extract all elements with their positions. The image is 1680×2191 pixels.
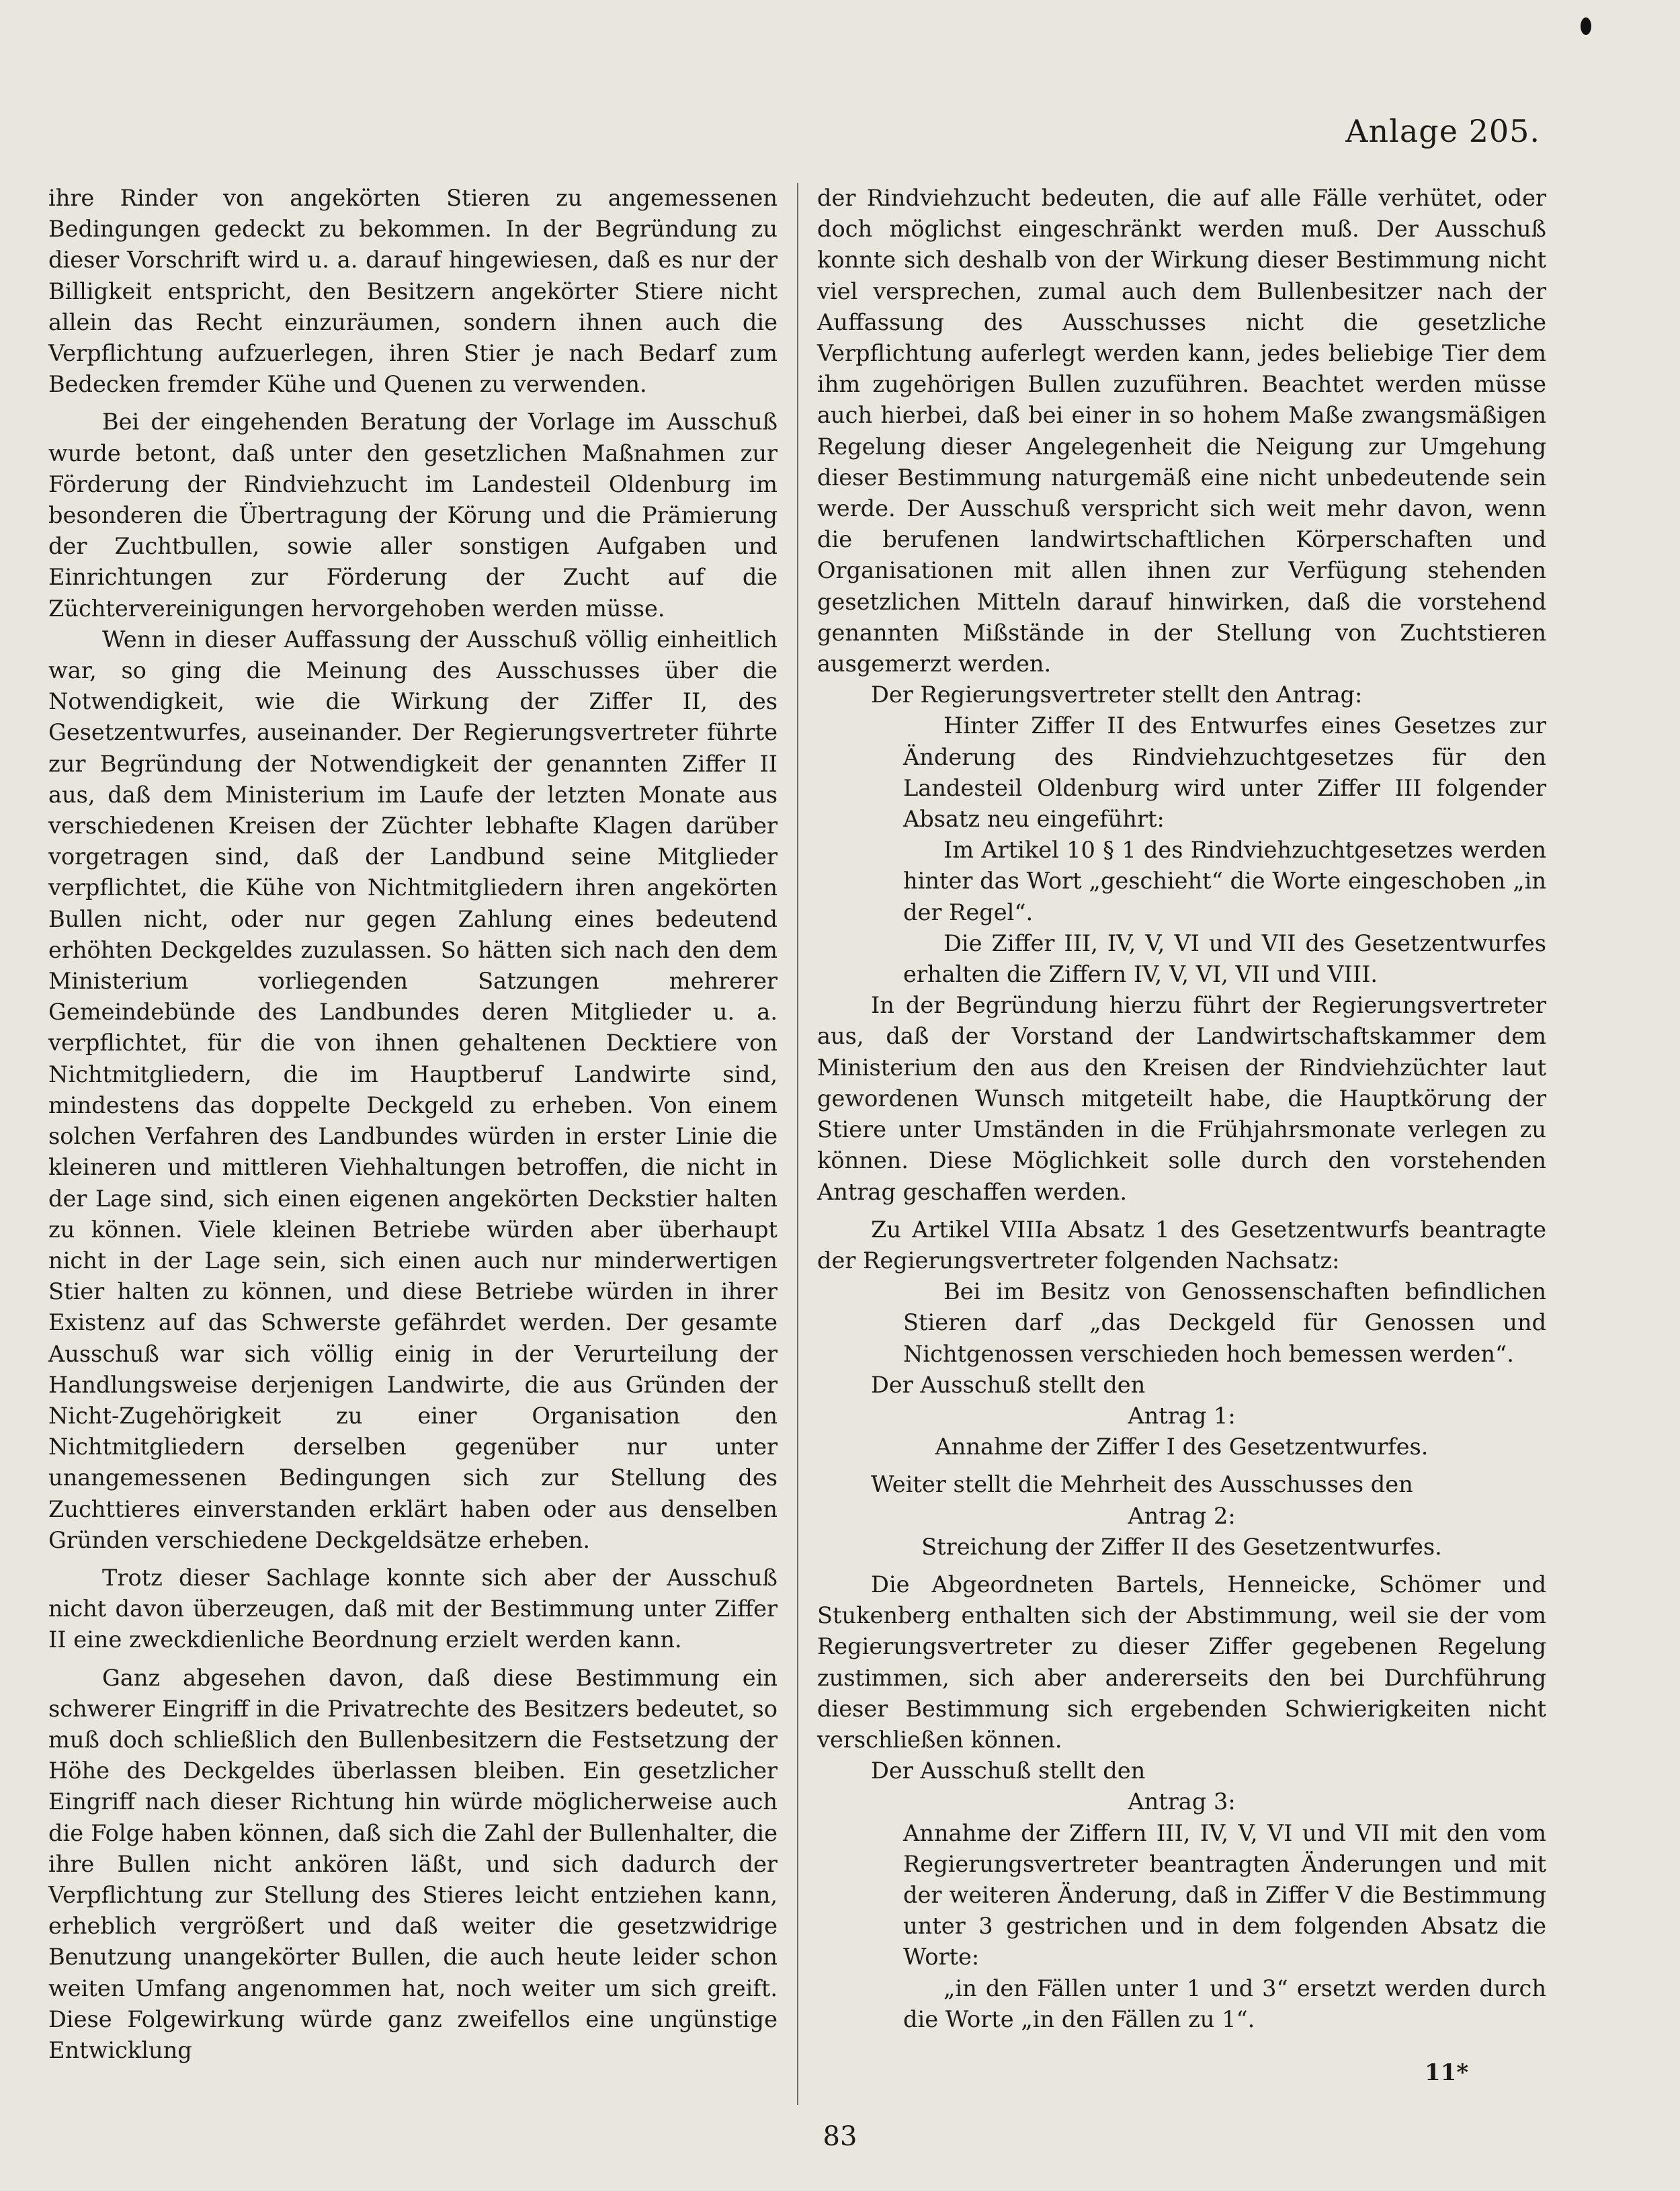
- column-divider: [797, 183, 798, 2105]
- paragraph: Zu Artikel VIIIa Absatz 1 des Gesetzentwurfs beantragte der Regierungsvertreter folgenden Nachsatz:: [817, 1216, 1546, 1274]
- paragraph: Annahme der Ziffer I des Gesetzentwurfes.: [935, 1434, 1429, 1460]
- signature-mark: 11*: [1425, 2059, 1469, 2086]
- paragraph: Trotz dieser Sachlage konnte sich aber der Ausschuß nicht davon überzeugen, daß mit der Bestimmung unter Ziffer II eine zweckdienliche Beordnung erzielt werden kann.: [48, 1564, 778, 1653]
- paragraph: Ganz abgesehen davon, daß diese Bestimmung ein schwerer Eingriff in die Privatrechte des Besitzers bedeutet, so muß doch schließlich den Bullenbesitzern die Festsetzung der Höhe des Deckgeldes überlassen bleiben. Ein gesetzlicher Eingriff nach dieser Richtung hin würde möglicherweise auch die Folge haben können, daß sich die Zahl der Bullenhalter, die ihre Bullen nicht ankören läßt, und sich dadurch der Verpflichtung zur Stellung des Stieres leicht entziehen kann, erheblich vergrößert und daß weiter die gesetzwidrige Benutzung unangekörter Bullen, die auch heute leider schon weiten Umfang angenommen hat, noch weiter um sich greift. Diese Folgewirkung würde ganz zweifellos eine ungünstige Entwicklung: [48, 1664, 778, 2063]
- paragraph: Bei der eingehenden Beratung der Vorlage im Ausschuß wurde betont, daß unter den gesetzlichen Maßnahmen zur Förderung der Rindviehzucht im Landesteil Oldenburg im besonderen die Übertragung der Körung und die Prämierung der Zuchtbullen, sowie aller sonstigen Aufgaben und Einrichtungen zur Förderung der Zucht auf die Züchtervereinigungen hervorgehoben werden müsse.: [48, 409, 778, 622]
- paragraph: Im Artikel 10 § 1 des Rindviehzuchtgesetzes werden hinter das Wort „geschieht“ die Worte eingeschoben „in der Regel“.: [903, 837, 1546, 925]
- paragraph: Antrag 2:: [1128, 1502, 1236, 1529]
- ink-dot: [1581, 17, 1591, 35]
- paragraph: In der Begründung hierzu führt der Regierungsvertreter aus, daß der Vorstand der Landwirtschaftskammer dem Ministerium den aus den Kreisen der Rindviehzüchter laut gewordenen Wunsch mitgeteilt habe, die Hauptkörung der Stiere unter Umständen in die Frühjahrsmonate verlegen zu können. Diese Möglichkeit solle durch den vorstehenden Antrag geschaffen werden.: [817, 992, 1546, 1205]
- paragraph: der Rindviehzucht bedeuten, die auf alle Fälle verhütet, oder doch möglichst eingeschränkt werden muß. Der Ausschuß konnte sich deshalb von der Wirkung dieser Bestimmung nicht viel versprechen, zumal auch dem Bullenbesitzer nach der Auffassung des Ausschusses nicht die gesetzliche Verpflichtung auferlegt werden kann, jedes beliebige Tier dem ihm zugehörigen Bullen zuzuführen. Beachtet werden müsse auch hierbei, daß bei einer in so hohem Maße zwangsmäßigen Regelung dieser Angelegenheit die Neigung zur Umgehung dieser Bestimmung naturgemäß eine nicht unbedeutende sein werde. Der Ausschuß verspricht sich weit mehr davon, wenn die berufenen landwirtschaftlichen Körperschaften und Organisationen mit allen ihnen zur Verfügung stehenden gesetzlichen Mitteln darauf hinwirken, daß die vorstehend genannten Mißstände in der Stellung von Zuchtstieren ausgemerzt werden.: [817, 185, 1546, 677]
- paragraph: Streichung der Ziffer II des Gesetzentwurfes.: [921, 1533, 1442, 1560]
- paragraph: Antrag 3:: [1128, 1788, 1236, 1815]
- paragraph: Der Ausschuß stellt den: [871, 1371, 1146, 1398]
- paragraph: Die Abgeordneten Bartels, Henneicke, Schömer und Stukenberg enthalten sich der Abstimmung, weil sie der vom Regierungsvertreter zu dieser Ziffer gegebenen Regelung zustimmen, sich aber andererseits den bei Durchführung dieser Bestimmung sich ergebenden Schwierigkeiten nicht verschließen können.: [817, 1571, 1546, 1753]
- paragraph: Hinter Ziffer II des Entwurfes eines Gesetzes zur Änderung des Rindviehzuchtgesetzes für den Landesteil Oldenburg wird unter Ziffer III folgender Absatz neu eingeführt:: [903, 712, 1546, 833]
- paragraph: Bei im Besitz von Genossenschaften befindlichen Stieren darf „das Deckgeld für Genossen und Nichtgenossen verschieden hoch bemessen werden“.: [903, 1278, 1546, 1367]
- page-number: 83: [823, 2121, 857, 2152]
- paragraph: Die Ziffer III, IV, V, VI und VII des Gesetzentwurfes erhalten die Ziffern IV, V, VI, VII und VIII.: [903, 929, 1546, 988]
- paragraph: Der Ausschuß stellt den: [871, 1758, 1146, 1784]
- paragraph: Wenn in dieser Auffassung der Ausschuß völlig einheitlich war, so ging die Meinung des Ausschusses über die Notwendigkeit, wie die Wirkung der Ziffer II, des Gesetzentwurfes, auseinander. Der Regierungsvertreter führte zur Begründung der Notwendigkeit der genannten Ziffer II aus, daß dem Ministerium im Laufe der letzten Monate aus verschiedenen Kreisen der Züchter lebhafte Klagen darüber vorgetragen sind, daß der Landbund seine Mitglieder verpflichtet, die Kühe von Nichtmitgliedern ihren angekörten Bullen nicht, oder nur gegen Zahlung eines bedeutend erhöhten Deckgeldes zuzulassen. So hätten sich nach den dem Ministerium vorliegenden Satzungen mehrerer Gemeindebünde des Landbundes deren Mitglieder u. a. verpflichtet, für die von ihnen gehaltenen Decktiere von Nichtmitgliedern, die im Hauptberuf Landwirte sind, mindestens das doppelte Deckgeld zu erheben. Von einem solchen Verfahren des Landbundes würden in erster Linie die kleineren und mittleren Viehhaltungen betroffen, die nicht in der Lage sind, sich einen eigenen angekörten Deckstier halten zu können. Viele kleinen Betriebe würden aber überhaupt nicht in der Lage sein, sich einen auch nur minderwertigen Stier halten zu können, und diese Betriebe würden in ihrer Existenz auf das Schwerste gefährdet werden. Der gesamte Ausschuß war sich völlig einig in der Verurteilung der Handlungsweise derjenigen Landwirte, die aus Gründen der Nicht-Zugehörigkeit zu einer Organisation den Nichtmitgliedern derselben gegenüber nur unter unangemessenen Bedingungen sich zur Stellung des Zuchttieres einverstanden erklärt haben oder aus denselben Gründen verschiedene Deckgeldsätze erheben.: [48, 626, 778, 1553]
- paragraph: Annahme der Ziffern III, IV, V, VI und VII mit den vom Regierungsvertreter beantragten Änderungen und mit der weiteren Änderung, daß in Ziffer V die Bestimmung unter 3 gestrichen und in dem folgenden Absatz die Worte:: [903, 1819, 1546, 1971]
- paragraph: Der Regierungsvertreter stellt den Antrag:: [871, 681, 1363, 708]
- left-column: [48, 183, 778, 2066]
- paragraph: Antrag 1:: [1128, 1402, 1236, 1429]
- paragraph: ihre Rinder von angekörten Stieren zu angemessenen Bedingungen gedeckt zu bekommen. In der Begründung zu dieser Vorschrift wird u. a. darauf hingewiesen, daß es nur der Billigkeit entspricht, den Besitzern angekörter Stiere nicht allein das Recht einzuräumen, sondern ihnen auch die Verpflichtung aufzuerlegen, ihren Stier je nach Bedarf zum Bedecken fremder Kühe und Quenen zu verwenden.: [48, 185, 778, 398]
- paragraph: „in den Fällen unter 1 und 3“ ersetzt werden durch die Worte „in den Fällen zu 1“.: [903, 1975, 1546, 2032]
- right-column: [817, 183, 1546, 2035]
- appendix-label: Anlage 205.: [1345, 113, 1540, 149]
- paragraph: Weiter stellt die Mehrheit des Ausschusses den: [871, 1471, 1413, 1498]
